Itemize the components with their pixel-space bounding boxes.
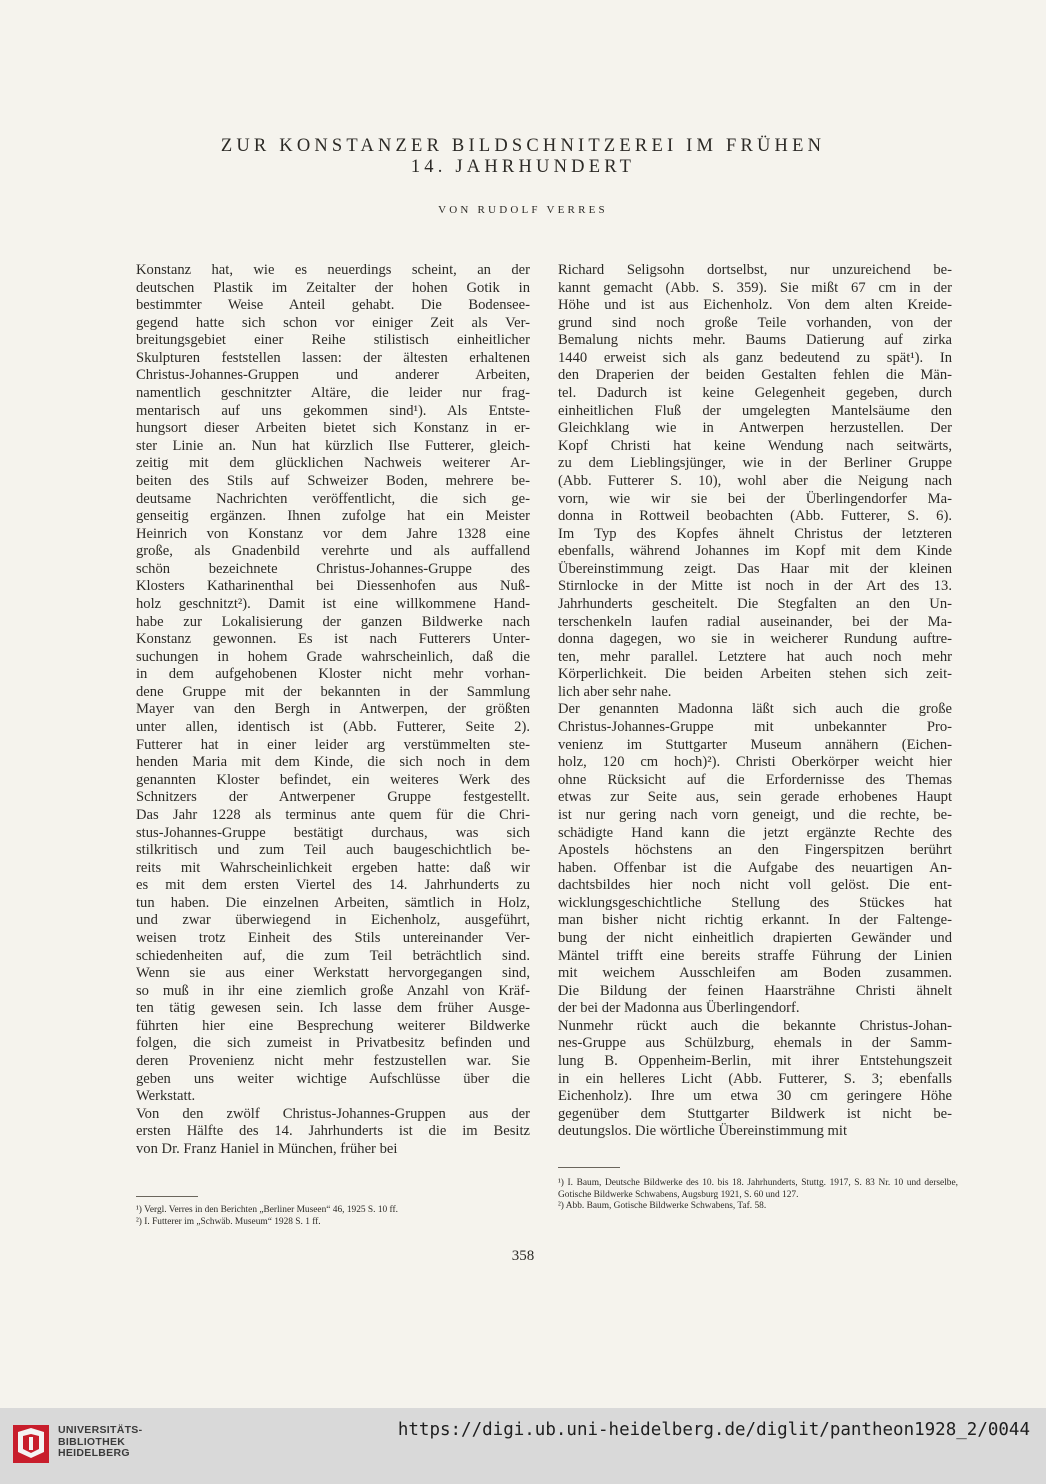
page-number: 358 xyxy=(511,1248,535,1264)
paragraph xyxy=(558,1018,952,1141)
text-line: ebenfalls, während Johannes im Kopf mit dem Kinde xyxy=(558,543,952,560)
text-line: Heinrich von Konstanz vor dem Jahre 1328 eine xyxy=(136,525,530,542)
title-line-2: 14. JAHRHUNDERT xyxy=(410,157,636,177)
text-line: genannten Kloster befindet, ein weiteres Werk des xyxy=(136,771,530,788)
text-line: kannt gemacht (Abb. S. 359). Sie mißt 67 cm in der xyxy=(558,279,952,296)
text-line: vorn, wie wir sie bei der Überlingendorfer Ma- xyxy=(558,490,952,507)
text-line: Futterer hat in einer leider arg verstümmelten ste- xyxy=(136,736,530,753)
text-line: donna dagegen, wo sie in weicherer Rundung auftre- xyxy=(558,631,952,648)
text-line: in ein helleres Licht (Abb. Futterer, S. 3; ebenfalls xyxy=(558,1070,952,1087)
paragraph xyxy=(136,262,530,1106)
text-line: bestimmter Weise Anteil gehabt. Die Bodensee- xyxy=(136,297,530,314)
footnotes-right xyxy=(558,1178,958,1213)
text-line: der bei der Madonna aus Überlingendorf. xyxy=(558,1000,800,1017)
text-line: namentlich geschnitzter Altäre, die leider nur frag- xyxy=(136,385,530,402)
text-column-right xyxy=(558,262,952,1141)
footnote-divider xyxy=(558,1167,620,1168)
article-title xyxy=(0,136,1046,178)
text-line: Das Jahr 1228 als terminus ante quem für die Chri- xyxy=(136,806,530,823)
paragraph xyxy=(136,1106,530,1159)
permalink-url[interactable]: https://digi.ub.uni-heidelberg.de/diglit/pantheon1928_2/0044 xyxy=(397,1420,1030,1440)
text-line: Skulpturen feststellen lassen: der ältesten erhaltenen xyxy=(136,349,530,366)
text-line: ist nur gering nach vorn geneigt, und die rechte, be- xyxy=(558,806,952,823)
text-line: gegenüber dem Stuttgarter Bildwerk ist nicht be- xyxy=(558,1105,952,1122)
text-line: ten tätig gewesen sein. Ich lasse dem früher Ausge- xyxy=(136,1000,530,1017)
text-line: deutschen Plastik im Zeitalter der hohen Gotik in xyxy=(136,279,530,296)
text-line: Die Bildung der feinen Haarsträhne Christi ähnelt xyxy=(558,982,952,999)
text-line: holz, 120 cm hoch)²). Christi Oberkörper weicht hier xyxy=(558,754,952,771)
footer-bar xyxy=(0,1408,1046,1484)
text-line: große, als Gnadenbild verehrte und als auffallend xyxy=(136,543,530,560)
text-line: Klosters Katharinenthal bei Diessenhofen aus Nuß- xyxy=(136,578,530,595)
text-line: holz geschnitzt²). Damit ist eine willkommene Hand- xyxy=(136,595,530,612)
text-line: habe zur Lokalisierung der ganzen Bildwerke nach xyxy=(136,613,530,630)
text-line: beiten des Stils auf Schweizer Boden, mehrere be- xyxy=(136,472,530,489)
text-line: Christus-Johannes-Gruppen und anderer Arbeiten, xyxy=(136,367,530,384)
text-line: hungsort dieser Arbeiten bietet sich Konstanz in er- xyxy=(136,420,530,437)
text-line: mentarisch auf uns gekommen sind¹). Als Entste- xyxy=(136,402,530,419)
footnote: ¹) I. Baum, Deutsche Bildwerke des 10. bis 18. Jahrhunderts, Stuttg. 1917, S. 83 Nr. 10 und derselbe, Gotische Bildwerke Schwabens, Augsburg 1921, S. 60 und 127. xyxy=(558,1178,958,1200)
text-line: Konstanz hat, wie es neuerdings scheint, an der xyxy=(136,262,530,278)
text-line: genseitig ergänzen. Ihnen zufolge hat ein Meister xyxy=(136,508,530,525)
footnotes-left xyxy=(136,1205,530,1228)
text-line: Stirnlocke in der Mitte ist noch in der Art des 13. xyxy=(558,578,952,595)
text-line: deutungslos. Die wörtliche Übereinstimmung mit xyxy=(558,1123,847,1140)
library-logo-icon[interactable] xyxy=(12,1422,52,1471)
text-line: Körperlichkeit. Die beiden Arbeiten stehen sich zeit- xyxy=(558,666,952,683)
text-line: unter allen, identisch ist (Abb. Futterer, Seite 2). xyxy=(136,719,530,736)
text-line: deren Provenienz nicht mehr festzustellen war. Sie xyxy=(136,1053,530,1070)
text-line: ster Linie an. Nun hat kürzlich Ilse Futterer, gleich- xyxy=(136,437,530,454)
text-line: geben uns weiter wichtige Aufschlüsse über die xyxy=(136,1070,530,1087)
text-line: Christus-Johannes-Gruppe mit unbekannter Pro- xyxy=(558,719,952,736)
text-line: Konstanz gewonnen. Es ist nach Futterers Unter- xyxy=(136,631,530,648)
text-line: tel. Dadurch ist keine Gelegenheit gegeben, durch xyxy=(558,385,952,402)
text-line: schädigte Hand kann die jetzt ergänzte Rechte des xyxy=(558,824,952,841)
text-line: bung der nicht einheitlich drapierten Gewänder und xyxy=(558,929,952,946)
text-line: mit weichem Ausschleifen am Boden zusammen. xyxy=(558,965,952,982)
text-line: so muß in ihr eine ziemlich große Anzahl von Kräf- xyxy=(136,982,530,999)
text-line: Gleichklang wie in Antwerpen herzustellen. Der xyxy=(558,420,952,437)
text-line: es mit dem ersten Viertel des 14. Jahrhunderts zu xyxy=(136,877,530,894)
text-line: Nunmehr rückt auch die bekannte Christus-Johan- xyxy=(558,1017,952,1034)
text-line: breitungsgebiet einer Reihe stilistisch einheitlicher xyxy=(136,332,530,349)
text-line: Kopf Christi hat keine Wendung nach seitwärts, xyxy=(558,437,952,454)
text-line: ohne Rücksicht auf die Erfordernisse des Themas xyxy=(558,771,952,788)
text-line: Von den zwölf Christus-Johannes-Gruppen aus der xyxy=(136,1105,530,1122)
footnote-divider xyxy=(136,1196,198,1197)
text-line: etwas zur Seite aus, sein gerade erhobenes Haupt xyxy=(558,789,952,806)
paragraph xyxy=(558,262,952,701)
text-line: nes-Gruppe aus Schülzburg, ehemals in der Samm- xyxy=(558,1035,952,1052)
text-line: dachtsbildes hier noch nicht voll gelöst. Die ent- xyxy=(558,877,952,894)
text-line: henden Maria mit dem Kinde, die sich noch in dem xyxy=(136,754,530,771)
text-line: einheitlichen Fluß der umgelegten Mantelsäume den xyxy=(558,402,952,419)
text-line: Jahrhunderts gescheitelt. Die Stegfalten an den Un- xyxy=(558,595,952,612)
title-line-1: ZUR KONSTANZER BILDSCHNITZEREI IM FRÜHEN xyxy=(220,136,826,156)
text-line: und zwar überwiegend in Eichenholz, ausgeführt, xyxy=(136,912,530,929)
text-line: lung B. Oppenheim-Berlin, mit ihrer Entstehungszeit xyxy=(558,1053,952,1070)
text-line: Schnitzers der Antwerpener Gruppe festgestellt. xyxy=(136,789,530,806)
text-line: (Abb. Futterer S. 10), wohl aber die Neigung nach xyxy=(558,472,952,489)
text-line: Werkstatt. xyxy=(136,1088,196,1105)
text-line: ersten Hälfte des 14. Jahrhunderts ist die im Besitz xyxy=(136,1123,530,1140)
text-line: stus-Johannes-Gruppe bestätigt durchaus, was sich xyxy=(136,824,530,841)
text-line: Im Typ des Kopfes ähnelt Christus der letzteren xyxy=(558,525,952,542)
library-name[interactable]: UNIVERSITÄTS- BIBLIOTHEK HEIDELBERG xyxy=(58,1424,143,1459)
text-line: Übereinstimmung zeigt. Das Haar mit der kleinen xyxy=(558,560,952,577)
text-line: lich aber sehr nahe. xyxy=(558,683,672,700)
text-line: Apostels höchstens an den Fingerspitzen berührt xyxy=(558,842,952,859)
text-line: weisen trotz Einheit des Stils untereinander Ver- xyxy=(136,929,530,946)
paragraph xyxy=(558,701,952,1017)
text-line: ten, mehr parallel. Letztere hat auch noch mehr xyxy=(558,648,952,665)
text-line: haben. Offenbar ist die Aufgabe des neuartigen An- xyxy=(558,859,952,876)
text-line: in dem aufgehobenen Kloster nicht mehr vorhan- xyxy=(136,666,530,683)
text-line: führten hier eine Besprechung weiterer Bildwerke xyxy=(136,1017,530,1034)
text-line: reits mit Wahrscheinlichkeit ergeben hatte: daß wir xyxy=(136,859,530,876)
text-line: Höhe und ist aus Eichenholz. Von dem alten Kreide- xyxy=(558,297,952,314)
text-line: Der genannten Madonna läßt sich auch die große xyxy=(558,701,952,718)
text-line: man bisher nicht richtig erkannt. In der Faltenge- xyxy=(558,912,952,929)
text-column-left xyxy=(136,262,530,1158)
text-line: 1440 erweist sich als ganz bedeutend zu spät¹). In xyxy=(558,349,952,366)
footnote: ¹) Vergl. Verres in den Berichten „Berliner Museen“ 46, 1925 S. 10 ff. xyxy=(136,1205,398,1215)
text-line: Eichenholz). Ihre um etwa 30 cm geringere Höhe xyxy=(558,1088,952,1105)
footnote: ²) Abb. Baum, Gotische Bildwerke Schwabens, Taf. 58. xyxy=(558,1201,767,1211)
text-line: grund sind noch große Teile vorhanden, von der xyxy=(558,314,952,331)
text-line: terschenkeln laufen radial auseinander, bei der Ma- xyxy=(558,613,952,630)
text-line: zeitig mit dem glücklichen Nachweis weiterer Ar- xyxy=(136,455,530,472)
text-line: tun haben. Die einzelnen Arbeiten, sämtlich in Holz, xyxy=(136,894,530,911)
text-line: stilkritisch und zum Teil auch baugeschichtlich be- xyxy=(136,842,530,859)
text-line: deutsame Nachrichten veröffentlicht, die sich ge- xyxy=(136,490,530,507)
text-line: von Dr. Franz Haniel in München, früher bei xyxy=(136,1140,398,1157)
text-line: gegend hatte sich schon vor einiger Zeit als Ver- xyxy=(136,314,530,331)
text-line: Mayer van den Bergh in Antwerpen, der größten xyxy=(136,701,530,718)
text-line: dene Gruppe mit der bekannten in der Sammlung xyxy=(136,683,530,700)
text-line: donna in Rottweil beobachten (Abb. Futterer, S. 6). xyxy=(558,508,952,525)
footnote: ²) I. Futterer im „Schwäb. Museum“ 1928 S. 1 ff. xyxy=(136,1216,321,1227)
text-line: wicklungsgeschichtliche Stellung des Stückes hat xyxy=(558,894,952,911)
author-byline: VON RUDOLF VERRES xyxy=(438,204,608,216)
text-line: venienz im Stuttgarter Museum annähern (Eichen- xyxy=(558,736,952,753)
text-line: Mäntel trifft eine bereits straffe Führung der Linien xyxy=(558,947,952,964)
text-line: zu dem Lieblingsjünger, wie in der Berliner Gruppe xyxy=(558,455,952,472)
text-line: schön bezeichnete Christus-Johannes-Gruppe des xyxy=(136,560,530,577)
text-line: den Draperien der beiden Gestalten fehlen die Män- xyxy=(558,367,952,384)
text-line: Richard Seligsohn dortselbst, nur unzureichend be- xyxy=(558,262,952,278)
text-line: Wenn sie aus einer Werkstatt hervorgegangen sind, xyxy=(136,965,530,982)
text-line: suchungen in hohem Grade wahrscheinlich, daß die xyxy=(136,648,530,665)
text-line: schiedenheiten auf, die zum Teil beträchtlich sind. xyxy=(136,947,530,964)
text-line: folgen, die sich zumeist in Privatbesitz befinden und xyxy=(136,1035,530,1052)
text-line: Bemalung nichts mehr. Baums Datierung auf zirka xyxy=(558,332,952,349)
